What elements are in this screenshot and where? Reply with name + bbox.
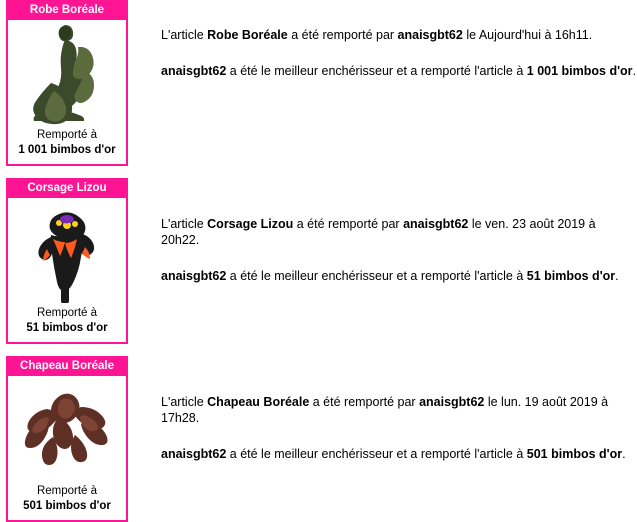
item-bid-line [161, 268, 637, 284]
item-card-title: Robe Boréale [8, 2, 126, 20]
item-card-title: Chapeau Boréale [8, 358, 126, 376]
item-footer-label: Remporté à [36, 307, 98, 319]
line-mid: a été le meilleur enchérisseur et a remporté l'article à [226, 64, 527, 78]
line-username: anaisgbt62 [161, 269, 227, 283]
item-bid-line [161, 446, 637, 462]
list-item [0, 356, 637, 522]
line-suffix: . [615, 269, 619, 283]
line-amount: 51 bimbos d'or [526, 269, 616, 283]
line-article-name: Robe Boréale [207, 28, 288, 42]
corset-icon [21, 199, 113, 303]
line-mid: a été remporté par [309, 395, 420, 409]
item-card[interactable] [6, 356, 128, 522]
line-mid: a été remporté par [287, 28, 398, 42]
line-mid: a été remporté par [293, 217, 404, 231]
list-item [0, 178, 637, 344]
item-card-footer [8, 304, 126, 342]
item-card[interactable] [6, 178, 128, 344]
line-amount: 1 001 bimbos d'or [526, 64, 633, 78]
item-card-image [8, 198, 126, 304]
line-username: anaisgbt62 [403, 217, 469, 231]
item-footer-label: Remporté à [36, 485, 98, 497]
item-won-line [161, 394, 637, 426]
item-card-footer [8, 126, 126, 164]
hat-icon [17, 377, 117, 481]
line-mid: a été le meilleur enchérisseur et a remporté l'article à [226, 447, 527, 461]
item-won-line [161, 27, 637, 43]
line-date: le Aujourd'hui à 16h11. [462, 28, 593, 42]
line-username: anaisgbt62 [419, 395, 485, 409]
item-footer-amount: 501 bimbos d'or [23, 500, 111, 512]
item-won-line [161, 216, 637, 248]
line-prefix: L'article [161, 217, 208, 231]
item-card-title: Corsage Lizou [8, 180, 126, 198]
line-amount: 501 bimbos d'or [526, 447, 623, 461]
item-card-footer [8, 482, 126, 520]
line-prefix: L'article [161, 28, 208, 42]
dress-icon [21, 21, 113, 125]
item-description [128, 178, 637, 284]
line-article-name: Corsage Lizou [207, 217, 294, 231]
line-mid: a été le meilleur enchérisseur et a remporté l'article à [226, 269, 527, 283]
line-suffix: . [632, 64, 637, 78]
list-item [0, 0, 637, 166]
item-description [128, 356, 637, 462]
line-username: anaisgbt62 [161, 64, 227, 78]
line-prefix: L'article [161, 395, 208, 409]
item-card-image [8, 376, 126, 482]
item-footer-label: Remporté à [36, 129, 98, 141]
line-username: anaisgbt62 [397, 28, 463, 42]
line-article-name: Chapeau Boréale [207, 395, 310, 409]
item-description [128, 0, 637, 79]
line-username: anaisgbt62 [161, 447, 227, 461]
item-footer-amount: 51 bimbos d'or [26, 322, 108, 334]
item-bid-line [161, 63, 637, 79]
line-date: le ven. 23 août 2019 à 20h22. [161, 217, 596, 247]
item-card-image [8, 20, 126, 126]
line-date: le lun. 19 août 2019 à 17h28. [161, 395, 609, 425]
line-suffix: . [622, 447, 626, 461]
item-card[interactable] [6, 0, 128, 166]
item-footer-amount: 1 001 bimbos d'or [18, 144, 116, 156]
